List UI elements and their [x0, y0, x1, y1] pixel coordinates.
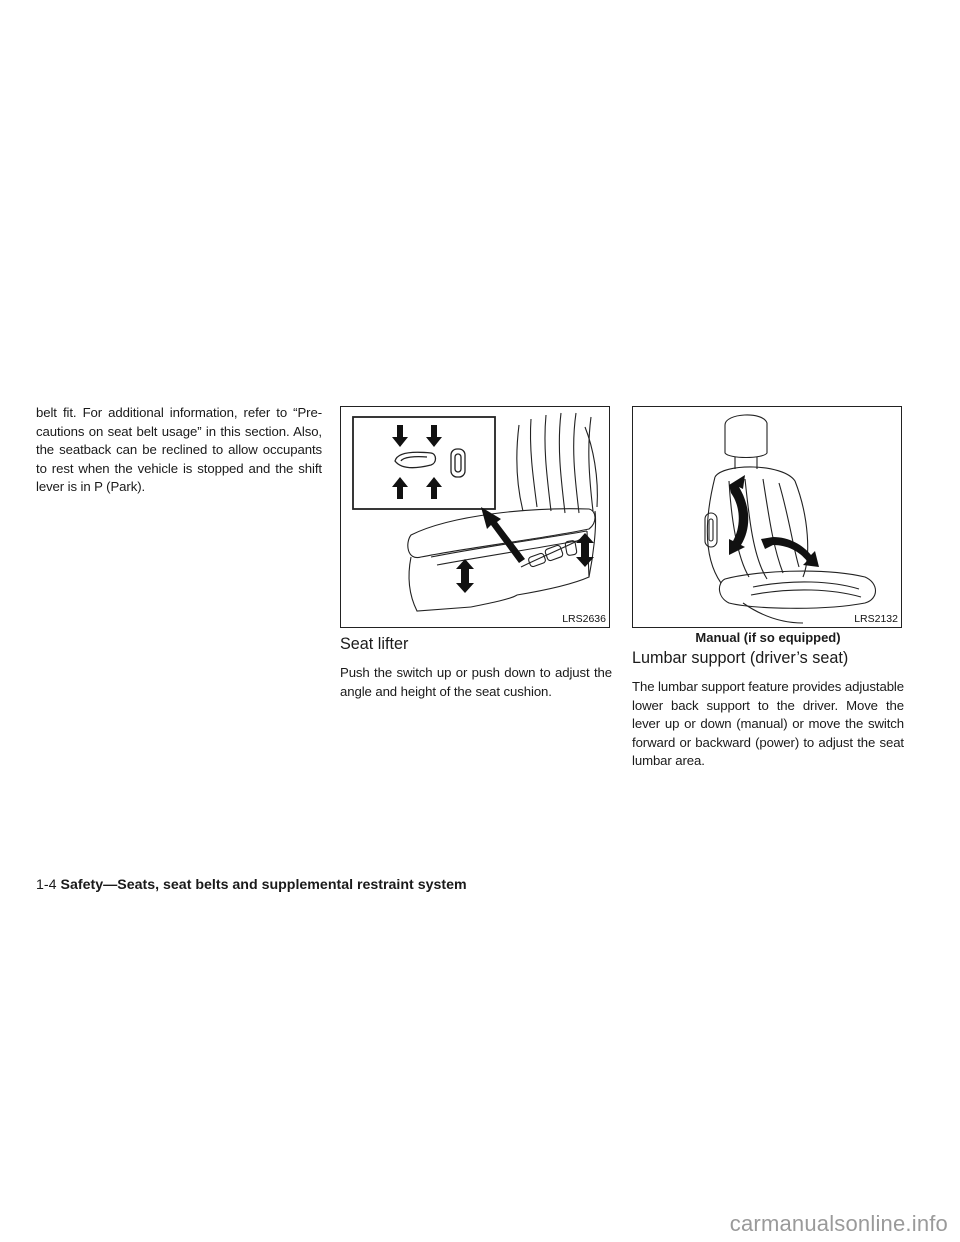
- lumbar-support-figure-caption: Manual (if so equipped): [695, 630, 841, 645]
- lumbar-support-heading: Lumbar support (driver’s seat): [632, 649, 849, 667]
- seat-lifter-figure-code: LRS2636: [562, 613, 606, 625]
- page-footer: [36, 876, 467, 894]
- seat-lifter-heading: Seat lifter: [340, 635, 409, 653]
- watermark: carmanualsonline.info: [729, 1211, 948, 1236]
- footer-section-title: Safety—Seats, seat belts and supplemental restraint system: [60, 877, 467, 893]
- lumbar-support-body: The lumbar support feature provides adjustable lower back support to the driver. Move the lever up or down (manual) or move the switch forward or backward (power) to adjust the seat lumbar area.: [632, 679, 904, 769]
- lumbar-support-illustration: [633, 407, 903, 629]
- seat-lifter-body: Push the switch up or push down to adjust the angle and height of the seat cushion.: [340, 665, 612, 699]
- seat-lifter-figure: [340, 406, 610, 628]
- lumbar-support-section: [632, 406, 904, 771]
- seat-lifter-illustration: [341, 407, 611, 629]
- intro-column: [36, 404, 322, 497]
- lumbar-support-figure: [632, 406, 902, 628]
- intro-paragraph: belt fit. For additional information, refer to “Pre-cautions on seat belt usage” in this section. Also, the seatback can be reclined to allow occupants to rest when the vehicle is stopped and the shift lever is in P (Park).: [36, 405, 322, 495]
- seat-lifter-section: [340, 406, 612, 701]
- page-number: 1-4: [36, 877, 57, 893]
- lumbar-support-figure-code: LRS2132: [854, 613, 898, 625]
